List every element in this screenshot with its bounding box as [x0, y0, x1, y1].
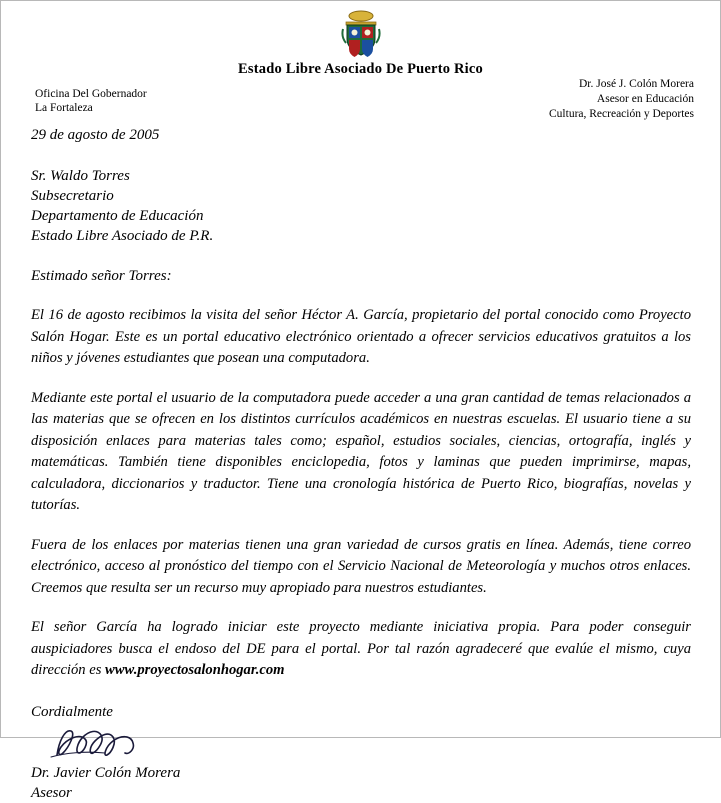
closing: Cordialmente	[31, 703, 113, 720]
salutation: Estimado señor Torres:	[31, 268, 172, 284]
portal-url[interactable]: www.proyectosalonhogar.com	[105, 662, 285, 678]
header-advisor-line-2: Asesor en Educación	[596, 93, 694, 105]
header-advisor-line-3: Cultura, Recreación y Deportes	[549, 108, 694, 120]
header-office-line-1: Oficina Del Gobernador	[35, 88, 147, 100]
addressee-block	[31, 166, 691, 246]
letter-body	[31, 127, 691, 803]
paragraph-2: Mediante este portal el usuario de la computadora puede acceder a una gran cantidad de temas relacionados a las materias que se ofrecen en los distintos currículos académicos en nuestras escuelas. El usuario tiene a su disposición enlaces para materias tales como; español, estudios sociales, ciencias, ortografía, inglés y matemáticas. También tiene disponibles enciclopedia, fotos y laminas que pueden imprimirse, mapas, calculadora, diccionarios y traductor. Tiene una cronología histórica de Puerto Rico, biografías, novelas y tutorías.	[31, 389, 691, 513]
addressee-line-4: Estado Libre Asociado de P.R.	[31, 228, 214, 244]
paragraph-4-text: El señor García ha logrado iniciar este proyecto mediante iniciativa propia. Para poder conseguir auspiciadores busca el endoso del DE para el portal. Por tal razón agradeceré que evalúe el mismo, cuya dirección es	[31, 619, 691, 678]
header-advisor-block	[549, 77, 694, 122]
addressee-line-1: Sr. Waldo Torres	[31, 168, 130, 184]
header-advisor-line-1: Dr. José J. Colón Morera	[579, 78, 694, 90]
signer-name: Dr. Javier Colón Morera	[31, 764, 181, 781]
signature-image	[45, 723, 691, 763]
addressee-line-3: Departamento de Educación	[31, 208, 204, 224]
addressee-line-2: Subsecretario	[31, 188, 114, 204]
coat-of-arms-icon	[1, 9, 720, 55]
header-office-block	[35, 87, 147, 115]
header-office-line-2: La Fortaleza	[35, 102, 93, 114]
paragraph-1: El 16 de agosto recibimos la visita del señor Héctor A. García, propietario del portal conocido como Proyecto Salón Hogar. Este es un portal educativo electrónico orientado a ofrecer servicios educativos gratuitos a los niños y jóvenes estudiantes que posean una computadora.	[31, 307, 691, 366]
paragraph-3: Fuera de los enlaces por materias tienen una gran variedad de cursos gratis en línea. Además, tiene correo electrónico, acceso al pronóstico del tiempo con el Servicio Nacional de Meteorología y muchos otros enlaces. Creemos que resulta ser un recurso muy apropiado para nuestros estudiantes.	[31, 536, 691, 596]
letter-date: 29 de agosto de 2005	[31, 127, 160, 143]
signer-title: Asesor	[31, 784, 72, 801]
organization-title: Estado Libre Asociado De Puerto Rico	[238, 61, 483, 77]
paragraph-4	[31, 617, 691, 682]
